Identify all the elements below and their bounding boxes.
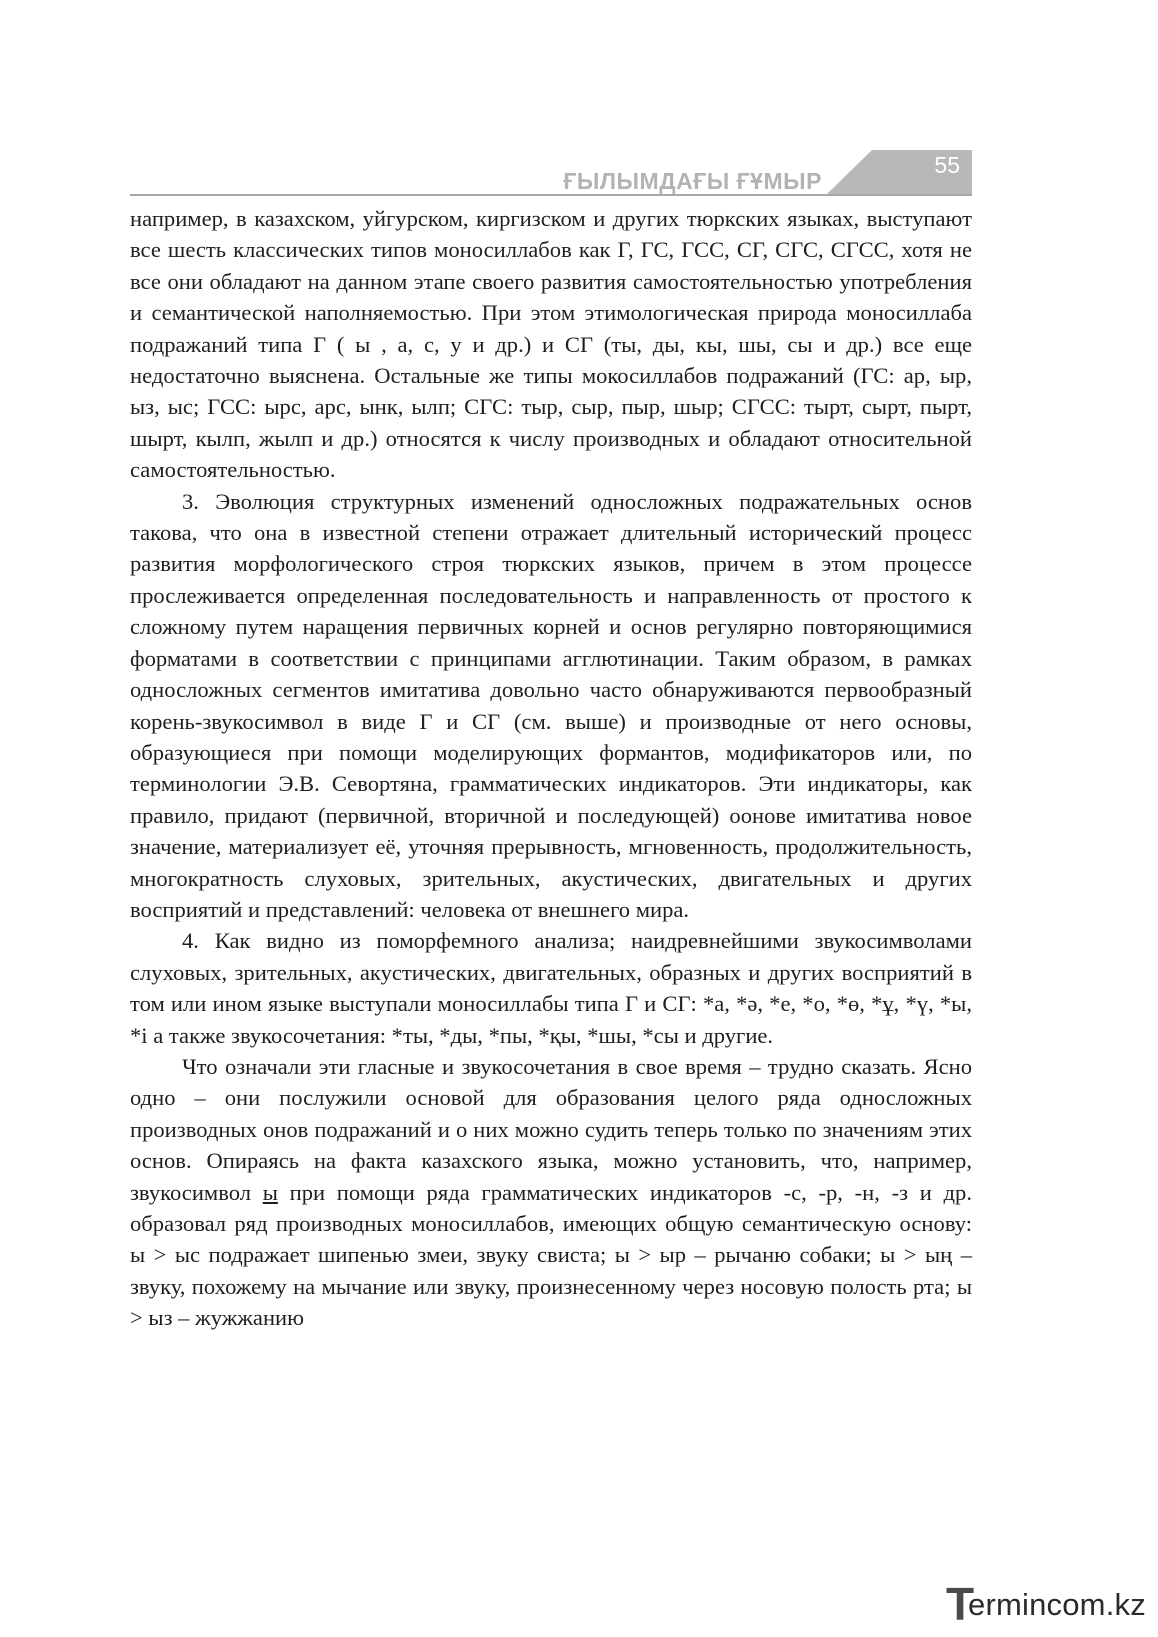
- watermark-initial: T: [946, 1578, 975, 1630]
- paragraph-4: [130, 1051, 972, 1334]
- page-number: 55: [934, 152, 960, 178]
- paragraph-1: например, в казахском, уйгурском, киргизском и других тюркских языках, выступают все шесть классических типов моносиллабов как Г, ГС, ГСС, СГ, СГС, СГСС, хотя не все они обладают на данном этапе своего развития самостоятельностью употребления и семантической наполняемостью. При этом этимологическая природа моносиллаба подражаний типа Г ( ы , а, с, у и др.) и СГ (ты, ды, кы, шы, сы и др.) все еще недостаточно выяснена. Остальные же типы мокосиллабов подражаний (ГС: ар, ыр, ыз, ыс; ГСС: ырс, арс, ынк, ылп; СГС: тыр, сыр, пыр, шыр; СГСС: тырт, сырт, пырт, шырт, кылп, жылп и др.) относятся к числу производных и обладают относительной самостоятельностью.: [130, 206, 972, 483]
- running-title: ҒЫЛЫМДАҒЫ ҒҰМЫР: [563, 168, 822, 194]
- paragraph-4-end: при помощи ряда грамматических индикаторов -с, -р, -н, -з и др. образовал ряд производных моносиллабов, имеющих общую семантическую основу: ы > ыс подражает шипенью змеи, звуку свиста; ы > ыр – рычаню собаки; ы > ың – звуку, похожему на мычание или звуку, произнесенному через носовую полость рта; ы > ыз – жужжанию: [130, 1179, 972, 1331]
- watermark-magnifier-icon: o: [1062, 1587, 1080, 1622]
- termincom-watermark: [946, 1578, 1146, 1630]
- watermark-domain: m.kz: [1079, 1587, 1146, 1622]
- paragraph-2: 3. Эволюция структурных изменений односложных подражательных основ такова, что она в известной степени отражает длительный исторический процесс развития морфологического строя тюркских языков, причем в этом процессе прослеживается определенная последовательность и направленность от простого к сложному путем наращения первичных корней и основ регулярно повторяющимися форматами в соответствии с принципами агглютинации. Таким образом, в рамках односложных сегментов имитатива довольно часто обнаруживаются первообразный корень-звукосимвол в виде Г и СГ (см. выше) и производные от него основы, образующиеся при помощи моделирующих формантов, модификаторов или, по терминологии Э.В. Севортяна, грамматических индикаторов. Эти индикаторы, как правило, придают (первичной, вторичной и последующей) оонове имитатива новое значение, материализует её, уточняя прерывность, мгновенность, продолжительность, многократность слуховых, зрительных, акустических, двигательных и других восприятий и представлений: человека от внешнего мира.: [130, 488, 972, 922]
- running-header: [130, 148, 972, 196]
- watermark-word: erminc: [968, 1587, 1063, 1622]
- paragraph-4-start: Что означали эти гласные и звукосочетания в свое время – трудно сказать. Ясно одно – они послужили основой для образования целого ряда односложных производных онов подражаний и о них можно судить теперь только по значениям этих основ. Опираясь на факта казахского языка, можно установить, что, например, звукосимвол: [130, 1053, 972, 1205]
- paragraph-3: 4. Как видно из поморфемного анализа; наидревнейшими звукосимволами слуховых, зрительных, акустических, двигательных, образных и других восприятий в том или ином языке выступали моносиллабы типа Г и СГ: *а, *ә, *е, *о, *ө, *ұ, *ү, *ы, *і а также звукосочетания: *ты, *ды, *пы, *қы, *шы, *сы и другие.: [130, 928, 972, 1048]
- watermark-text: [968, 1589, 1146, 1621]
- underlined-sound-symbol: ы: [262, 1179, 278, 1205]
- header-rule: [130, 194, 972, 196]
- page-body: [130, 203, 972, 1334]
